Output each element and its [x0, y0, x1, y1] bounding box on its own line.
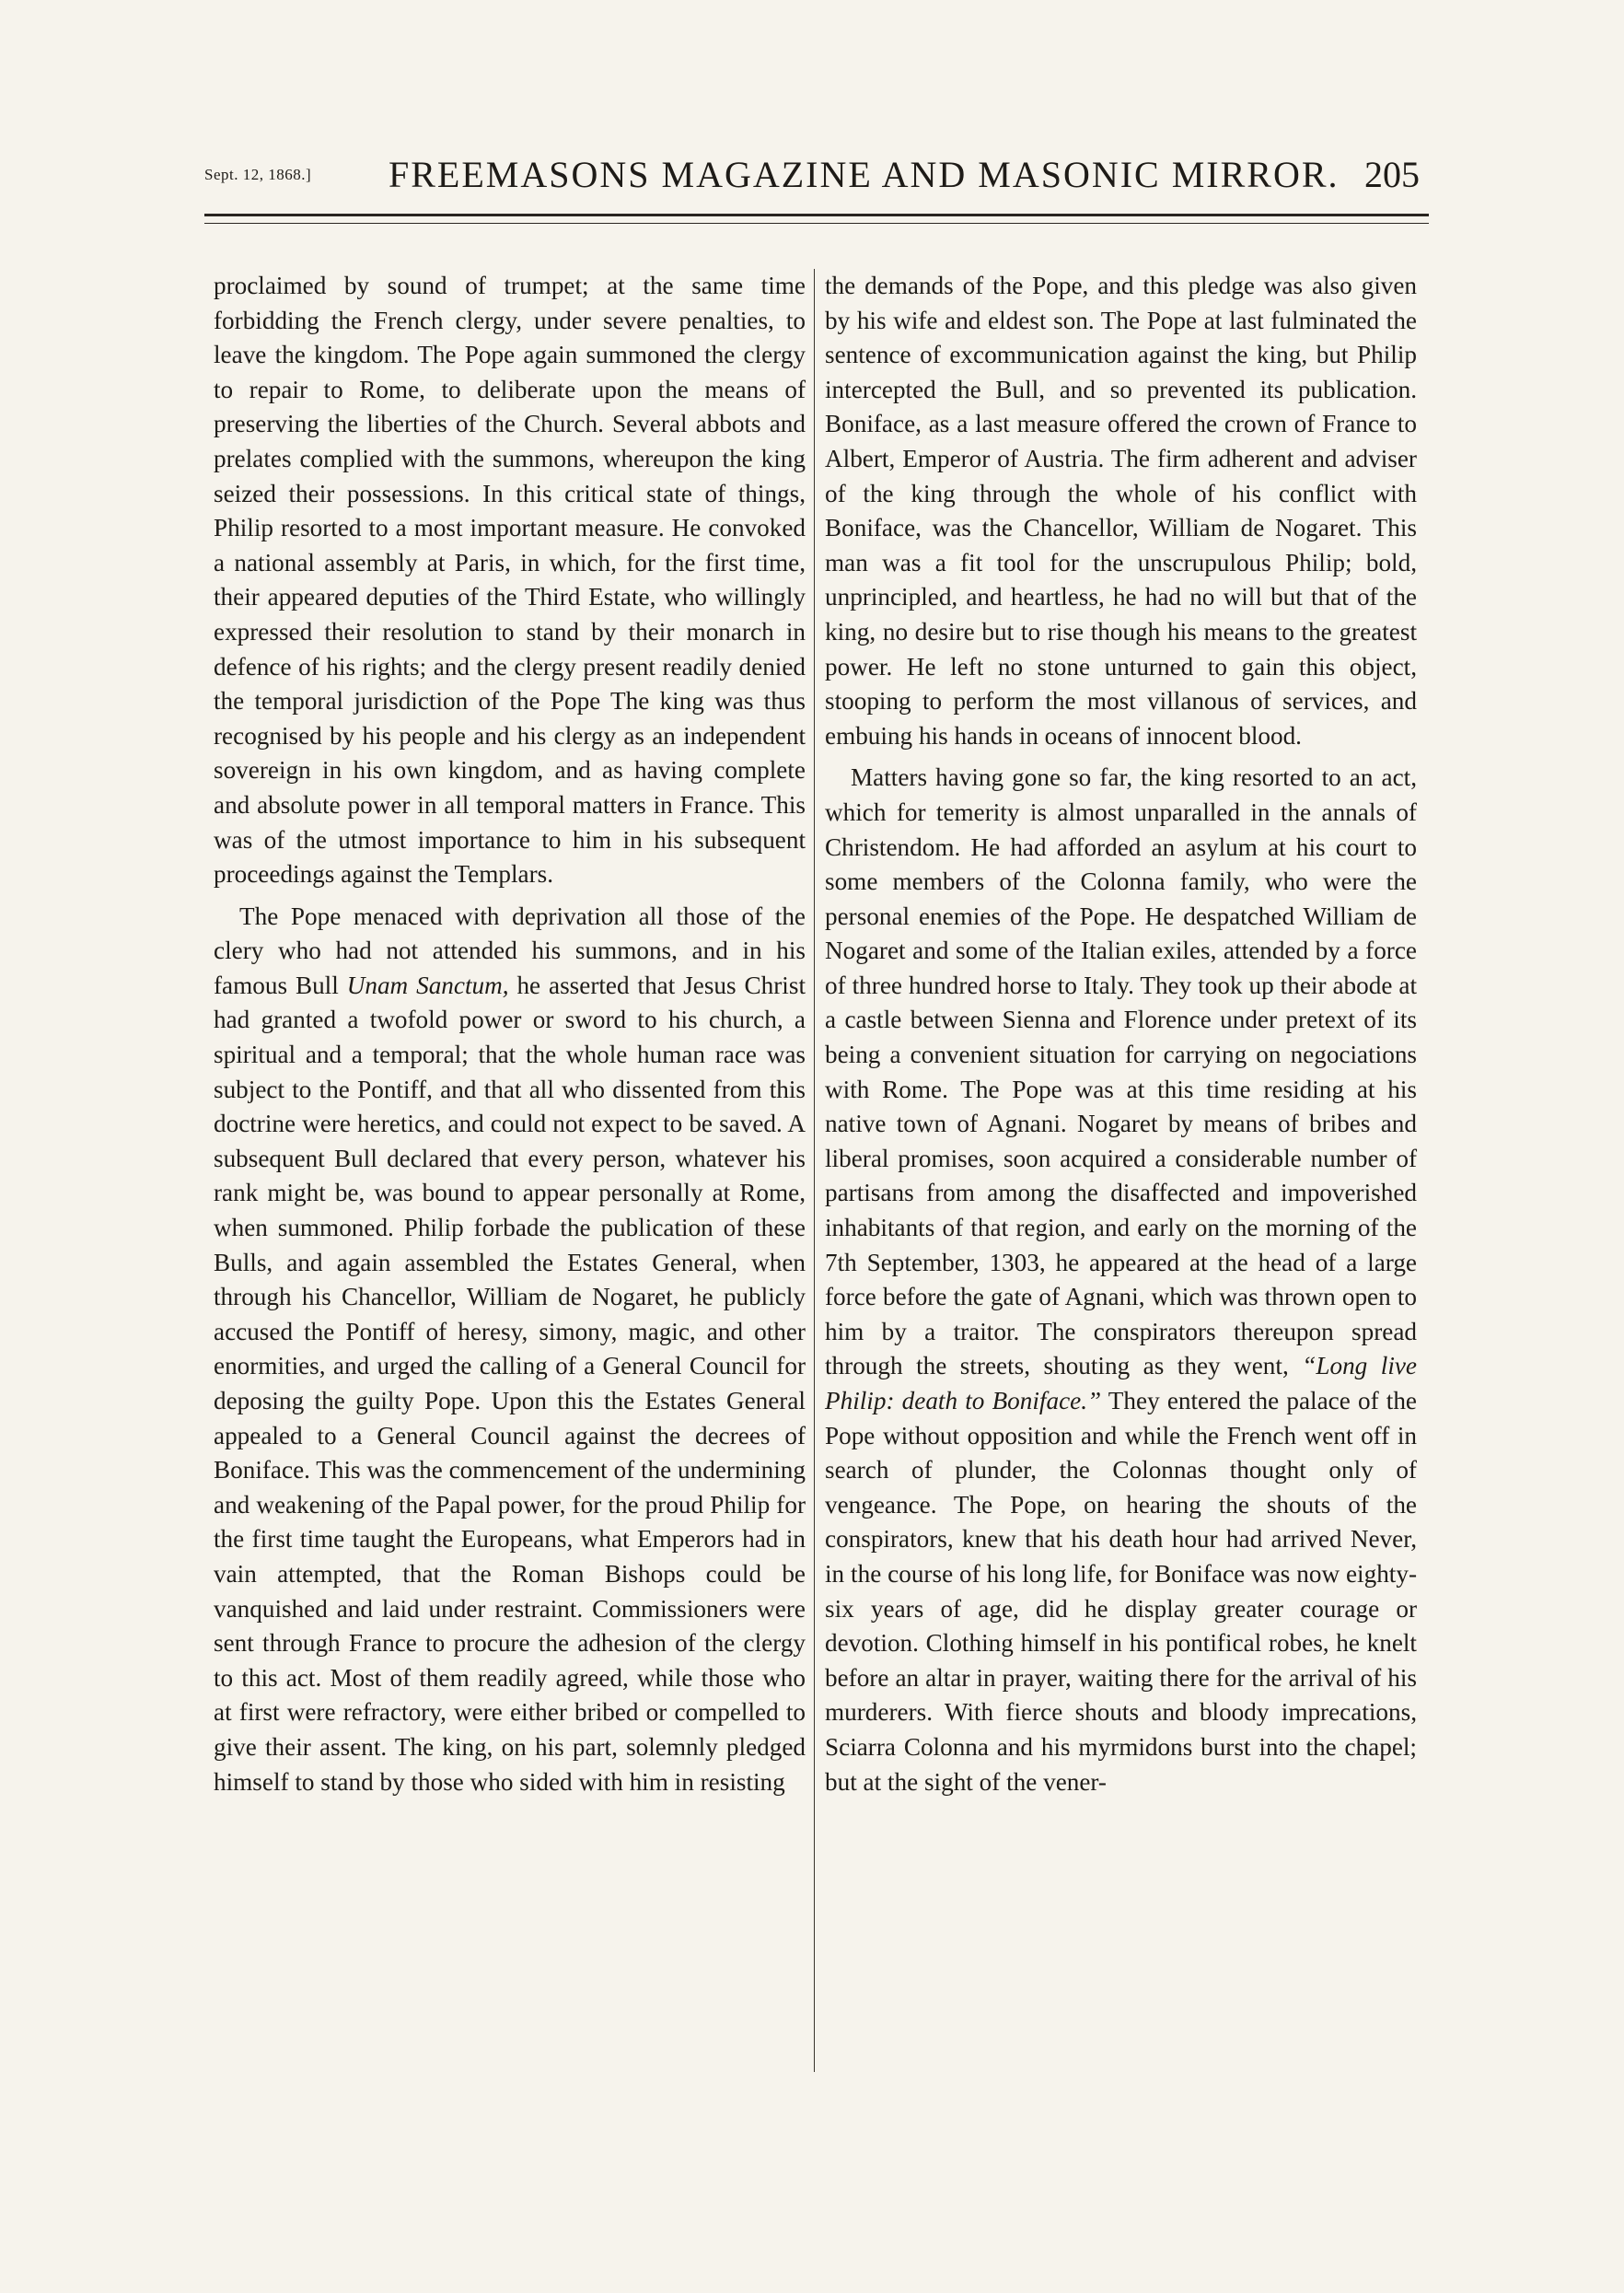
left-paragraph-2 [214, 900, 806, 1799]
page-header [204, 153, 1429, 199]
column-divider [814, 269, 815, 2072]
issue-date: Sept. 12, 1868.] [204, 166, 312, 183]
conspirators-shout: “Long live Philip: death to Boniface.” [825, 1352, 1418, 1414]
bull-name: Unam Sanctum, [346, 971, 509, 999]
right-paragraph-2-end: They entered the palace of the Pope without opposition and while the French went off in search of plunder, the Colonnas thought only of vengeance. The Pope, on hearing the shouts of the conspirators, knew that his death hour had arrived Never, in the course of his long life, for Boniface was now eighty-six years of age, did he display greater courage or devotion. Clothing himself in his pontifical robes, he knelt before an altar in prayer, waiting there for the arrival of his murderers. With fierce shouts and bloody imprecations, Sciarra Colonna and his myrmidons burst into the chapel; but at the sight of the vener- [825, 1387, 1418, 1796]
right-paragraph-2 [825, 761, 1417, 1799]
left-column [214, 269, 806, 1799]
header-rule-thick [204, 214, 1429, 216]
right-column [825, 269, 1417, 1799]
page-number: 205 [1364, 154, 1420, 195]
left-paragraph-1: proclaimed by sound of trumpet; at the same time forbidding the French clergy, under severe penalties, to leave the kingdom. The Pope again summoned the clergy to repair to Rome, to deliberate upon the means of preserving the liberties of the Church. Several abbots and prelates complied with the summons, whereupon the king seized their possessions. In this critical state of things, Philip resorted to a most important measure. He convoked a national assembly at Paris, in which, for the first time, their appeared deputies of the Third Estate, who willingly expressed their resolution to stand by their monarch in defence of his rights; and the clergy present readily denied the temporal jurisdiction of the Pope The king was thus recognised by his people and his clergy as an independent sovereign in his own kingdom, and as having complete and absolute power in all temporal matters in France. This was of the utmost importance to him in his subsequent proceedings against the Templars. [214, 272, 806, 889]
right-paragraph-2-start: Matters having gone so far, the king resorted to an act, which for temerity is almost unparalled in the annals of Christendom. He had afforded an asylum at his court to some members of the Colonna family, who were the personal enemies of the Pope. He despatched William de Nogaret and some of the Italian exiles, attended by a force of three hundred horse to Italy. They took up their abode at a castle between Sienna and Florence under pretext of its being a convenient situation for carrying on negociations with Rome. The Pope was at this time residing at his native town of Agnani. Nogaret by means of bribes and liberal promises, soon acquired a considerable number of partisans from among the disaffected and impoverished inhabitants of that region, and early on the morning of the 7th September, 1303, he appeared at the head of a large force before the gate of Agnani, which was thrown open to him by a traitor. The conspirators thereupon spread through the streets, shouting as they went, [825, 763, 1417, 1380]
left-paragraph-2-end: he asserted that Jesus Christ had granted a twofold power or sword to his church, a spiritual and a temporal; that the whole human race was subject to the Pontiff, and that all who dissented from this doctrine were heretics, and could not expect to be saved. A subsequent Bull declared that every person, whatever his rank might be, was bound to appear personally at Rome, when summoned. Philip forbade the publication of these Bulls, and again assembled the Estates General, when through his Chancellor, William de Nogaret, he publicly accused the Pontiff of heresy, simony, magic, and other enormities, and urged the calling of a General Council for deposing the guilty Pope. Upon this the Estates General appealed to a General Council against the decrees of Boniface. This was the commencement of the undermining and weakening of the Papal power, for the proud Philip for the first time taught the Europeans, what Emperors had in vain attempted, that the Roman Bishops could be vanquished and laid under restraint. Commissioners were sent through France to procure the adhesion of the clergy to this act. Most of them readily agreed, while those who at first were refractory, were either bribed or compelled to give their assent. The king, on his part, solemnly pledged himself to stand by those who sided with him in resisting [214, 971, 806, 1796]
publication-title: FREEMASONS MAGAZINE AND MASONIC MIRROR. [389, 154, 1340, 195]
header-rule-thin [204, 223, 1429, 224]
right-paragraph-1: the demands of the Pope, and this pledge was also given by his wife and eldest son. The Pope at last fulminated the sentence of excommunication against the king, but Philip intercepted the Bull, and so prevented its publication. Boniface, as a last measure offered the crown of France to Albert, Emperor of Austria. The firm adherent and adviser of the king through the whole of his conflict with Boniface, was the Chancellor, William de Nogaret. This man was a fit tool for the unscrupulous Philip; bold, unprincipled, and heartless, he had no will but that of the king, no desire but to rise though his means to the greatest power. He left no stone unturned to gain this object, stooping to perform the most villanous of services, and embuing his hands in oceans of innocent blood. [825, 272, 1417, 750]
left-paragraph-2-start: The Pope menaced with deprivation all those of the clery who had not attended his summons, and in his famous Bull [214, 902, 806, 999]
